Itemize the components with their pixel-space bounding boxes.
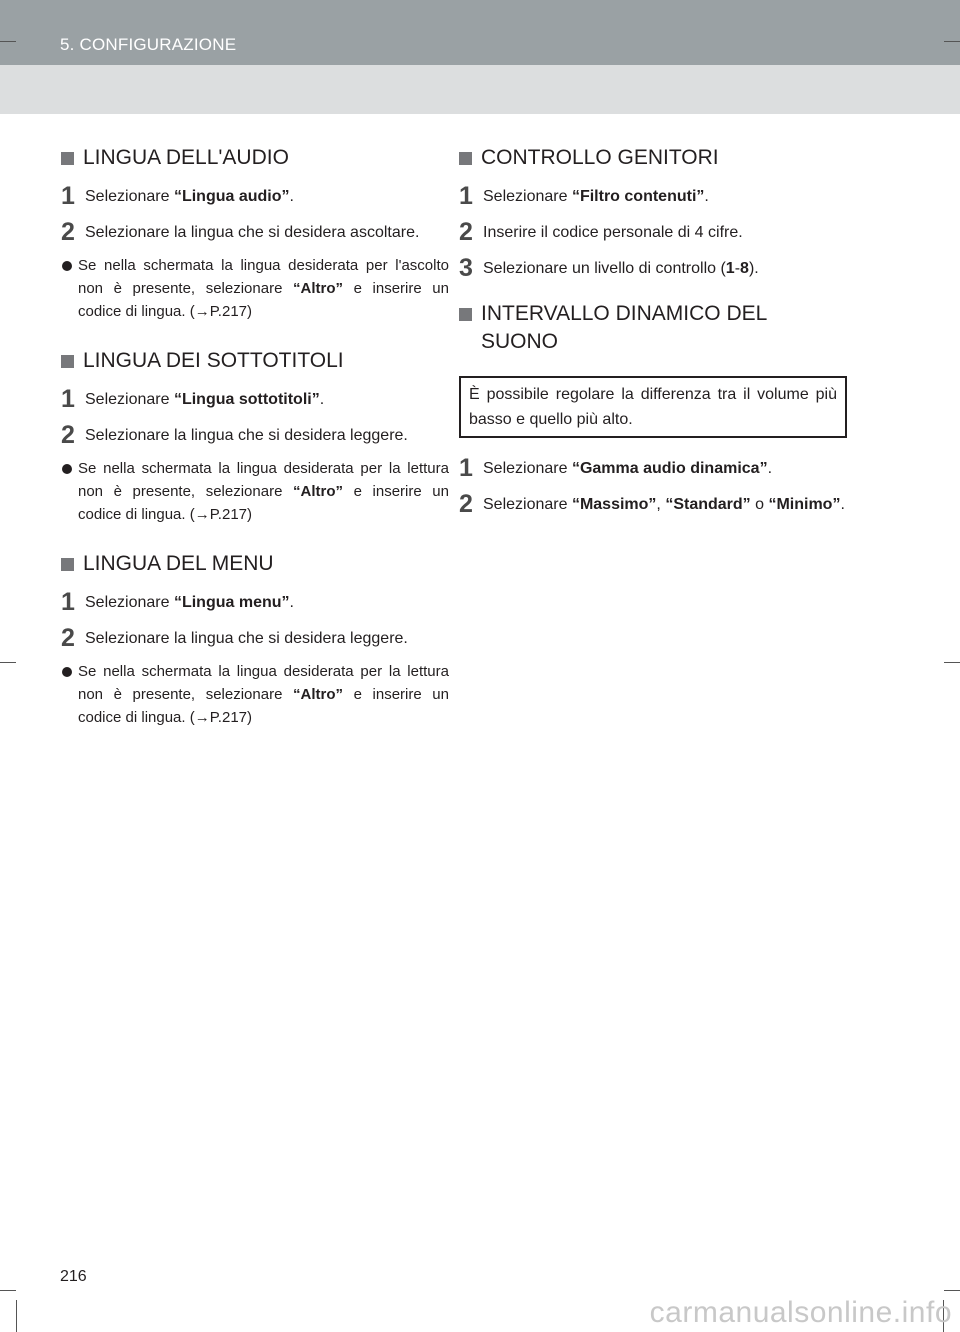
step bbox=[459, 254, 847, 282]
step-text: Selezionare “Massimo”, “Standard” o “Minimo”. bbox=[483, 496, 845, 513]
header-subband bbox=[0, 65, 960, 114]
section-parental-control bbox=[459, 144, 847, 282]
step bbox=[61, 588, 449, 616]
crop-mark bbox=[944, 41, 960, 42]
chapter-title: 5. CONFIGURAZIONE bbox=[60, 35, 237, 54]
step-number: 2 bbox=[459, 490, 473, 518]
crop-mark bbox=[944, 662, 960, 663]
step-text: Selezionare un livello di controllo (1-8). bbox=[483, 260, 759, 277]
step-text: Selezionare “Gamma audio dinamica”. bbox=[483, 460, 773, 477]
step bbox=[61, 624, 449, 652]
left-column bbox=[61, 144, 449, 753]
watermark: carmanualsonline.info bbox=[649, 1296, 952, 1329]
note-item bbox=[61, 660, 449, 729]
info-box: È possibile regolare la differenza tra il volume più basso e quello più alto. bbox=[459, 376, 847, 438]
step-text: Inserire il codice personale di 4 cifre. bbox=[483, 224, 743, 241]
section-dynamic-range bbox=[459, 300, 847, 518]
bullet-dot-icon bbox=[62, 667, 72, 677]
step bbox=[459, 490, 847, 518]
step-text: Selezionare la lingua che si desidera ascoltare. bbox=[85, 224, 420, 241]
note-text: Se nella schermata la lingua desiderata per la lettura non è presente, selezionare “Altro” e inserire un codice di lingua. (→P.217) bbox=[78, 663, 449, 726]
step-number: 1 bbox=[61, 182, 75, 210]
step-number: 2 bbox=[61, 218, 75, 246]
step bbox=[459, 182, 847, 210]
square-bullet-icon bbox=[61, 558, 74, 571]
note-item bbox=[61, 457, 449, 526]
bullet-dot-icon bbox=[62, 261, 72, 271]
step-number: 1 bbox=[61, 385, 75, 413]
crop-mark bbox=[0, 1290, 16, 1291]
step-text: Selezionare “Lingua audio”. bbox=[85, 188, 294, 205]
note-text: Se nella schermata la lingua desiderata per la lettura non è presente, selezionare “Altro” e inserire un codice di lingua. (→P.217) bbox=[78, 460, 449, 523]
square-bullet-icon bbox=[61, 152, 74, 165]
section-title: INTERVALLO DINAMICO DEL SUONO bbox=[459, 300, 847, 356]
section-subtitle-language bbox=[61, 347, 449, 526]
crop-mark bbox=[944, 1290, 960, 1291]
step-number: 1 bbox=[459, 182, 473, 210]
crop-mark bbox=[0, 662, 16, 663]
step-text: Selezionare la lingua che si desidera leggere. bbox=[85, 427, 408, 444]
step-number: 2 bbox=[61, 624, 75, 652]
square-bullet-icon bbox=[61, 355, 74, 368]
crop-mark bbox=[0, 41, 16, 42]
step-text: Selezionare “Filtro contenuti”. bbox=[483, 188, 709, 205]
step bbox=[61, 421, 449, 449]
note-item bbox=[61, 254, 449, 323]
step-text: Selezionare la lingua che si desidera leggere. bbox=[85, 630, 408, 647]
square-bullet-icon bbox=[459, 152, 472, 165]
section-title: LINGUA DEI SOTTOTITOLI bbox=[61, 347, 449, 375]
step bbox=[61, 182, 449, 210]
page-number: 216 bbox=[60, 1268, 87, 1285]
step bbox=[459, 218, 847, 246]
square-bullet-icon bbox=[459, 308, 472, 321]
step-text: Selezionare “Lingua menu”. bbox=[85, 594, 294, 611]
step bbox=[459, 454, 847, 482]
step-number: 2 bbox=[61, 421, 75, 449]
step-number: 3 bbox=[459, 254, 473, 282]
section-title: CONTROLLO GENITORI bbox=[459, 144, 847, 172]
crop-mark bbox=[16, 1300, 17, 1332]
section-title: LINGUA DELL'AUDIO bbox=[61, 144, 449, 172]
step-number: 2 bbox=[459, 218, 473, 246]
section-audio-language bbox=[61, 144, 449, 323]
section-menu-language bbox=[61, 550, 449, 729]
step-number: 1 bbox=[61, 588, 75, 616]
header-band bbox=[0, 0, 960, 65]
step bbox=[61, 385, 449, 413]
bullet-dot-icon bbox=[62, 464, 72, 474]
section-title: LINGUA DEL MENU bbox=[61, 550, 449, 578]
note-text: Se nella schermata la lingua desiderata per l'ascolto non è presente, selezionare “Altro” e inserire un codice di lingua. (→P.217) bbox=[78, 257, 449, 320]
right-column bbox=[459, 144, 847, 526]
step bbox=[61, 218, 449, 246]
step-text: Selezionare “Lingua sottotitoli”. bbox=[85, 391, 325, 408]
step-number: 1 bbox=[459, 454, 473, 482]
